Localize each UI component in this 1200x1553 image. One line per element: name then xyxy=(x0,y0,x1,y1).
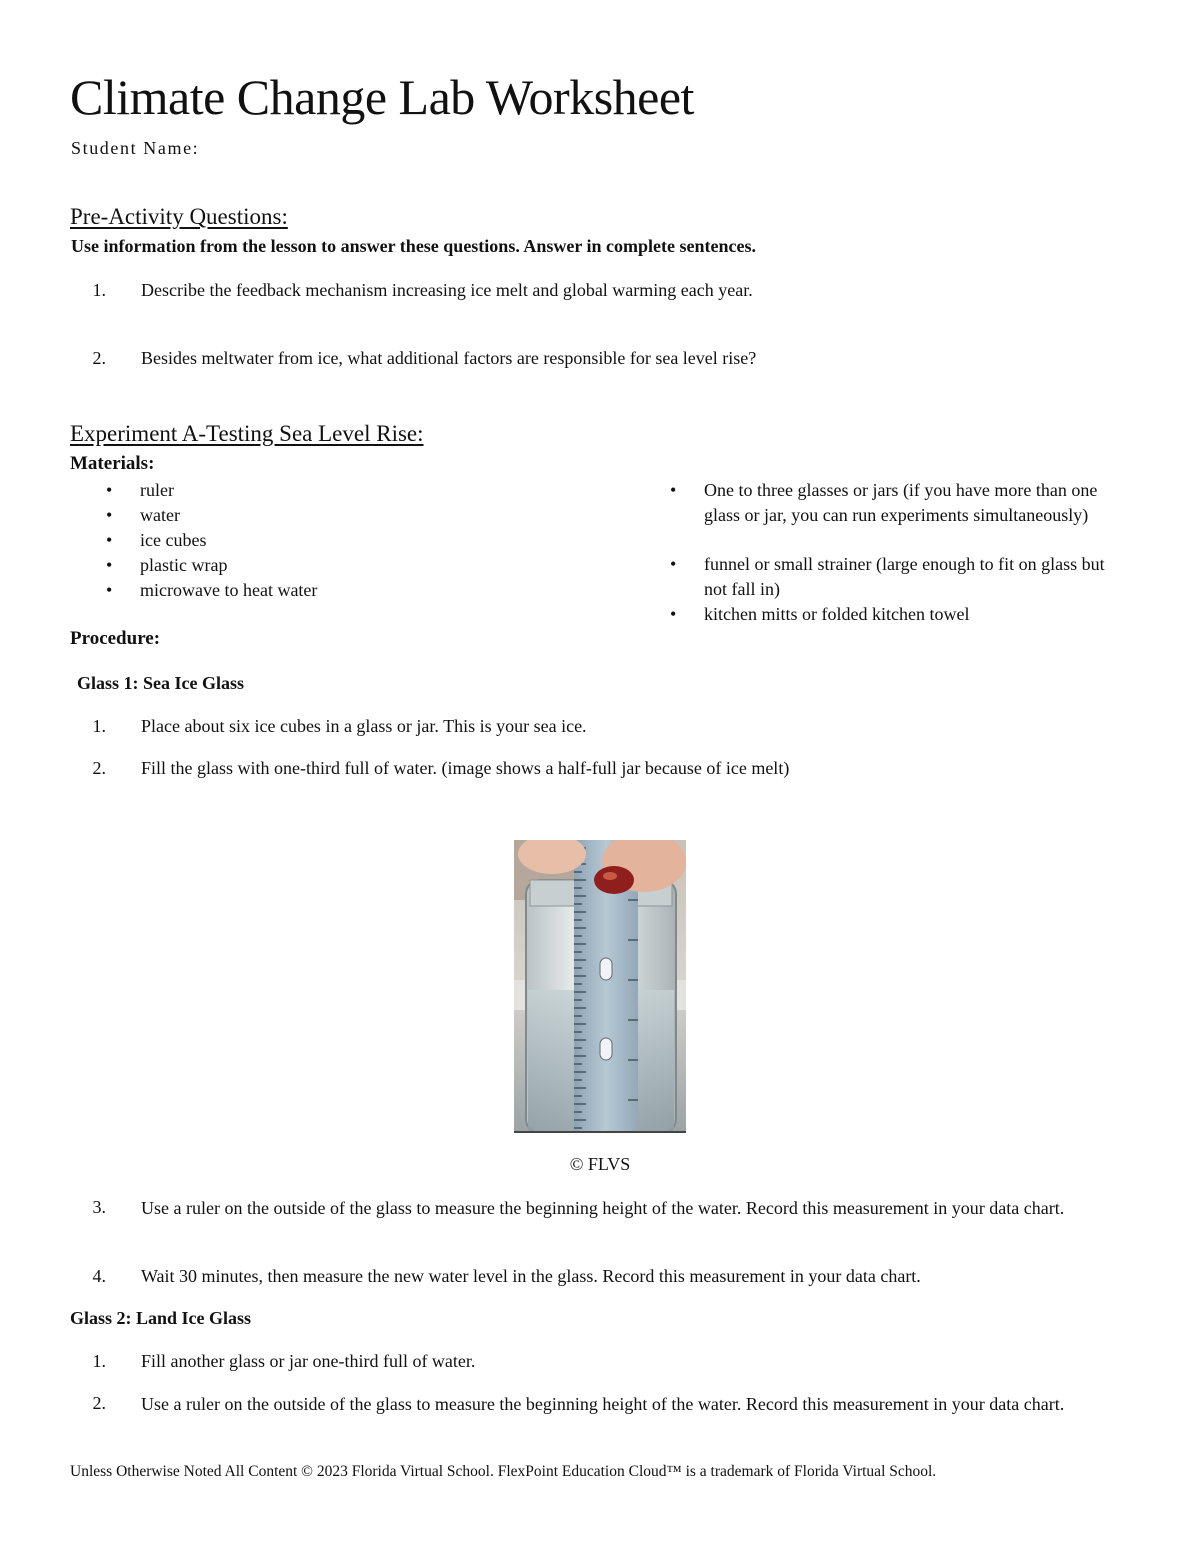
image-caption: © FLVS xyxy=(569,1154,631,1174)
list-number: 4. xyxy=(92,1266,106,1286)
list-number: 3. xyxy=(92,1197,106,1217)
step-text: Fill the glass with one-third full of water. (image shows a half-full jar because of ice melt) xyxy=(141,758,790,778)
bullet-icon: • xyxy=(106,580,113,600)
step-text: Fill another glass or jar one-third full of water. xyxy=(141,1351,476,1371)
list-number: 2. xyxy=(92,758,106,778)
bullet-icon: • xyxy=(106,480,113,500)
list-number: 1. xyxy=(92,1351,106,1371)
glass2-heading: Glass 2: Land Ice Glass xyxy=(70,1308,252,1328)
step-text: Use a ruler on the outside of the glass to measure the beginning height of the water. Record this measurement in your data chart. xyxy=(141,1394,1065,1414)
bullet-icon: • xyxy=(670,480,677,500)
pre-activity-questions xyxy=(70,278,1170,378)
procedure-label: Procedure: xyxy=(70,628,161,649)
material-item: funnel or small strainer (large enough to fit on glass but not fall in) xyxy=(704,554,1105,599)
bullet-icon: • xyxy=(106,530,113,550)
question-text: Besides meltwater from ice, what additional factors are responsible for sea level rise? xyxy=(141,348,757,368)
bullet-icon: • xyxy=(670,554,677,574)
step-text: Place about six ice cubes in a glass or jar. This is your sea ice. xyxy=(141,716,587,736)
material-item: ruler xyxy=(140,480,174,500)
list-number: 2. xyxy=(92,1393,106,1413)
material-item: ice cubes xyxy=(140,530,207,550)
pre-activity-heading: Pre-Activity Questions: xyxy=(70,204,288,229)
footer-copyright: Unless Otherwise Noted All Content © 2023 Florida Virtual School. FlexPoint Education Cloud™ is a trademark of Florida Virtual School. xyxy=(70,1463,937,1480)
page-title: Climate Change Lab Worksheet xyxy=(70,69,694,125)
materials-left-list xyxy=(70,478,590,608)
experiment-a-heading: Experiment A-Testing Sea Level Rise: xyxy=(70,421,424,446)
bullet-icon: • xyxy=(106,505,113,525)
list-number: 1. xyxy=(92,716,106,736)
material-item: One to three glasses or jars (if you have more than one glass or jar, you can run experiments simultaneously) xyxy=(704,480,1098,525)
glass1-steps-b xyxy=(70,1195,1170,1285)
step-text: Use a ruler on the outside of the glass to measure the beginning height of the water. Record this measurement in your data chart. xyxy=(141,1198,1065,1218)
materials-right-list xyxy=(634,478,1134,638)
list-number: 2. xyxy=(92,348,106,368)
materials-label: Materials: xyxy=(70,453,155,474)
material-item: water xyxy=(140,505,180,525)
jar-ruler-photo xyxy=(514,840,686,1133)
list-number: 1. xyxy=(92,280,106,300)
material-item: plastic wrap xyxy=(140,555,228,575)
glass1-steps-a xyxy=(70,714,1170,784)
bullet-icon: • xyxy=(670,604,677,624)
student-name-label: Student Name: xyxy=(71,138,200,158)
glass1-heading: Glass 1: Sea Ice Glass xyxy=(77,673,245,693)
material-item: microwave to heat water xyxy=(140,580,318,600)
pre-activity-instructions: Use information from the lesson to answer these questions. Answer in complete sentences. xyxy=(71,236,756,256)
bullet-icon: • xyxy=(106,555,113,575)
step-text: Wait 30 minutes, then measure the new water level in the glass. Record this measurement in your data chart. xyxy=(141,1266,921,1286)
glass2-steps xyxy=(70,1349,1170,1449)
material-item: kitchen mitts or folded kitchen towel xyxy=(704,604,970,624)
question-text: Describe the feedback mechanism increasing ice melt and global warming each year. xyxy=(141,280,753,300)
